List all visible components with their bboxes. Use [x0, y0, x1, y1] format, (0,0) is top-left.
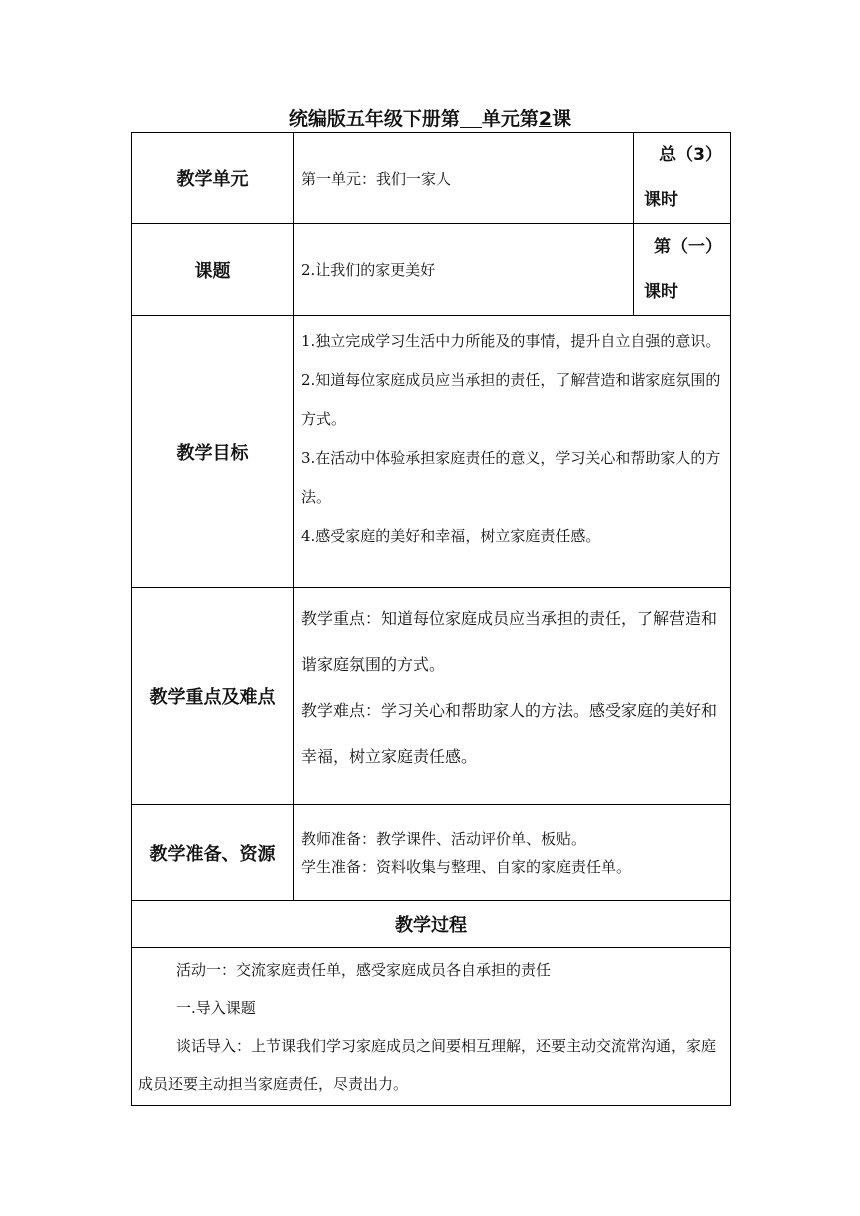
row-process-heading [132, 901, 731, 948]
lesson-hour-index: 第（一） [654, 236, 722, 257]
lesson-hour [634, 224, 731, 316]
row-unit [132, 133, 731, 224]
title-suffix: 单元第 [481, 108, 539, 130]
prep-content [294, 805, 731, 901]
goals-label: 教学目标 [132, 316, 294, 588]
process-line: 一.导入课题 [176, 999, 256, 1017]
goal-item: 4.感受家庭的美好和幸福，树立家庭责任感。 [301, 527, 601, 545]
title-lesson-number: 2 [538, 108, 553, 130]
topic-label: 课题 [132, 224, 294, 316]
total-hours-unit: 课时 [644, 190, 678, 210]
lesson-plan-table [131, 132, 731, 1106]
goals-content [294, 316, 731, 588]
row-topic [132, 224, 731, 316]
row-prep [132, 805, 731, 901]
title-prefix: 统编版五年级下册第 [288, 108, 460, 130]
prep-label: 教学准备、资源 [132, 805, 294, 901]
document-title [0, 104, 860, 131]
total-hours-count: 总（3） [659, 145, 722, 165]
lesson-hour-unit: 课时 [644, 281, 678, 302]
key-point: 教学重点：知道每位家庭成员应当承担的责任，了解营造和谐家庭氛围的方式。 [301, 609, 718, 674]
row-keys [132, 588, 731, 805]
keys-label: 教学重点及难点 [132, 588, 294, 805]
title-end: 课 [552, 108, 572, 130]
teacher-prep: 教师准备：教学课件、活动评价单、板贴。 [301, 829, 587, 848]
process-heading: 教学过程 [132, 901, 731, 948]
process-line: 谈话导入：上节课我们学习家庭成员之间要相互理解，还要主动交流常沟通，家庭成员还要主动担当家庭责任，尽责出力。 [138, 1037, 717, 1093]
goal-item: 1.独立完成学习生活中力所能及的事情，提升自立自强的意识。 [301, 332, 721, 350]
unit-label: 教学单元 [132, 133, 294, 224]
total-hours [634, 133, 731, 224]
unit-value: 第一单元：我们一家人 [294, 133, 634, 224]
goal-item: 3.在活动中体验承担家庭责任的意义，学习关心和帮助家人的方法。 [301, 449, 721, 506]
process-line: 活动一：交流家庭责任单，感受家庭成员各自承担的责任 [176, 961, 552, 979]
row-goals [132, 316, 731, 588]
topic-value: 2.让我们的家更美好 [294, 224, 634, 316]
keys-content [294, 588, 731, 805]
process-content [132, 948, 731, 1106]
student-prep: 学生准备：资料收集与整理、自家的家庭责任单。 [301, 857, 632, 876]
goal-item: 2.知道每位家庭成员应当承担的责任，了解营造和谐家庭氛围的方式。 [301, 371, 721, 428]
difficulty-point: 教学难点：学习关心和帮助家人的方法。感受家庭的美好和幸福，树立家庭责任感。 [301, 701, 718, 766]
title-blank [460, 109, 482, 128]
row-process [132, 948, 731, 1106]
